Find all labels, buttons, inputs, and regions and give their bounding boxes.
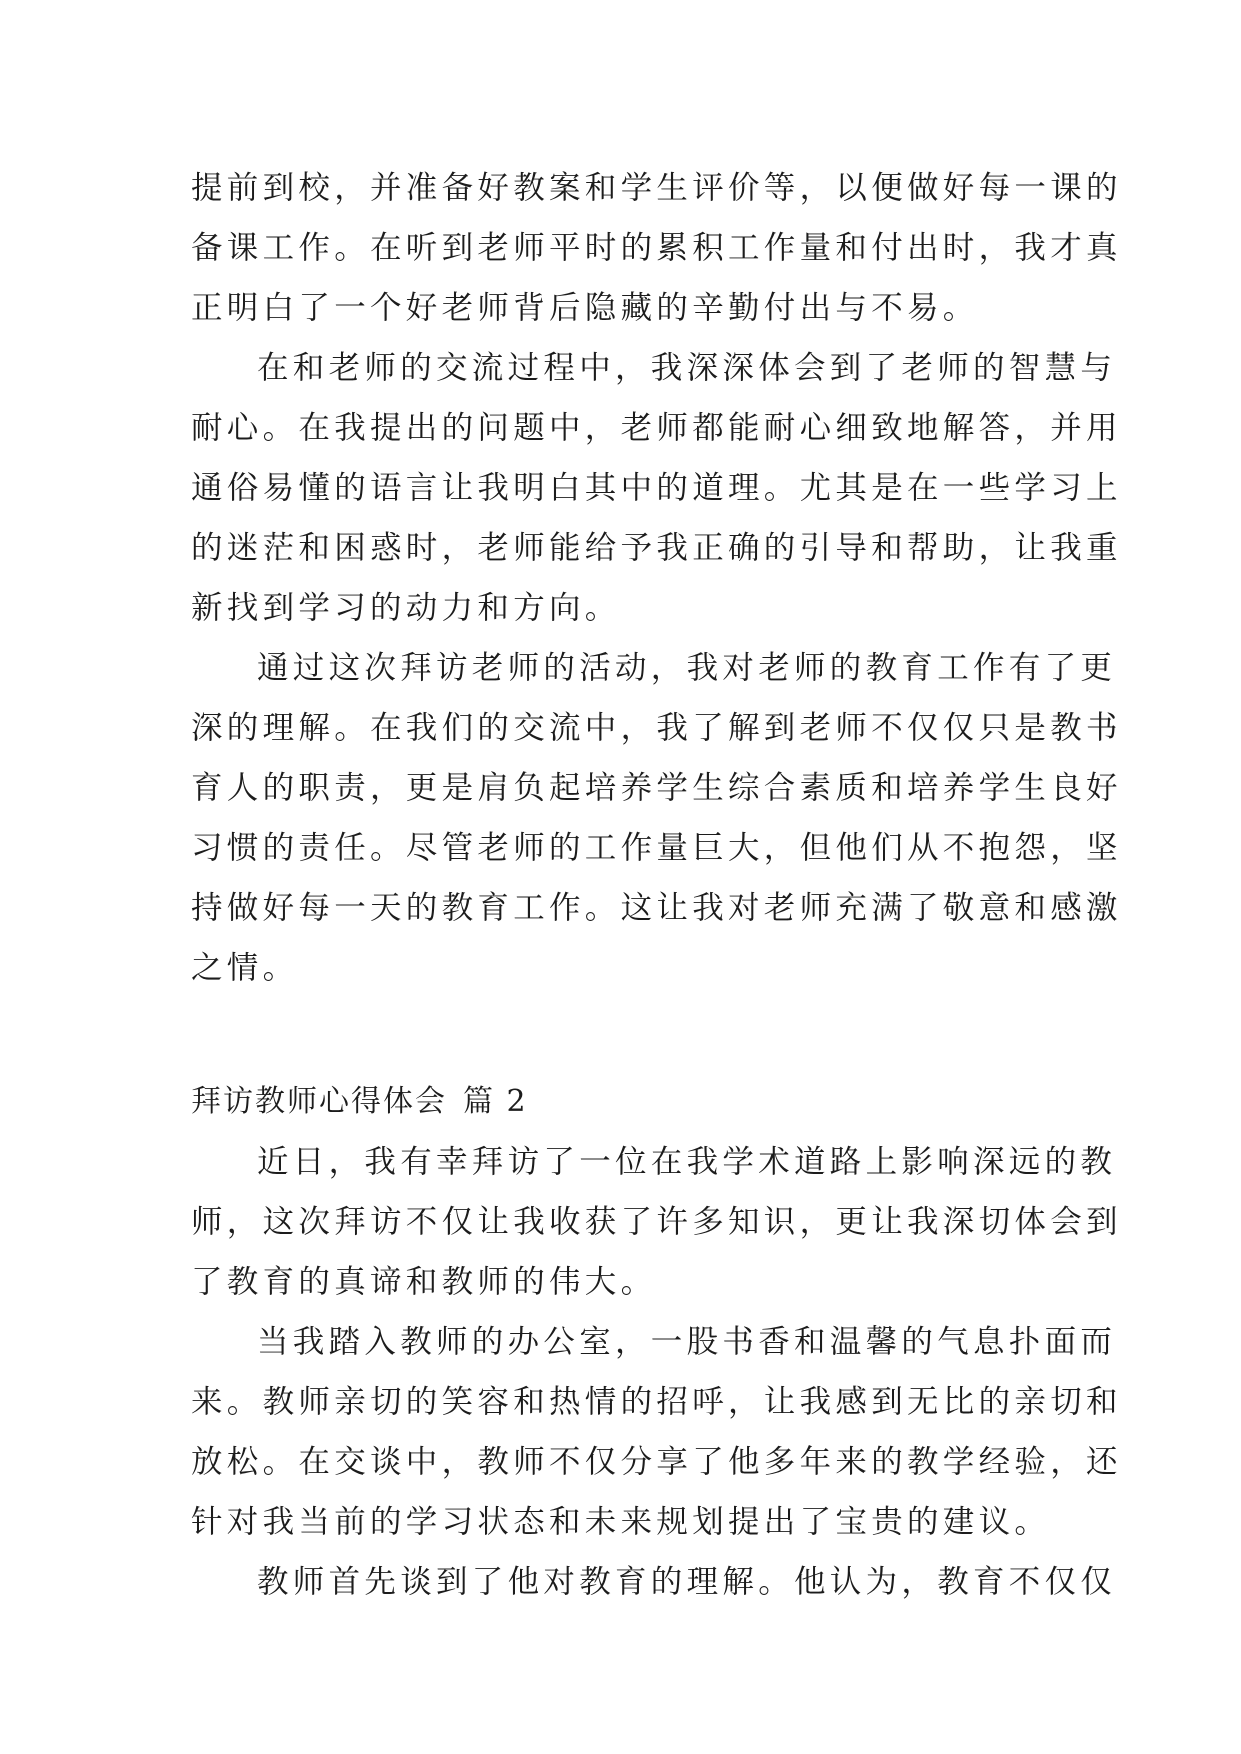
paragraph bbox=[191, 1312, 1122, 1552]
text-line: 放松。在交谈中，教师不仅分享了他多年来的教学经验，还 bbox=[191, 1444, 1122, 1480]
paragraph bbox=[191, 338, 1122, 638]
text-line: 之情。 bbox=[191, 950, 299, 986]
text-line: 育人的职责，更是肩负起培养学生综合素质和培养学生良好 bbox=[191, 770, 1122, 806]
text-line: 教师首先谈到了他对教育的理解。他认为，教育不仅仅 bbox=[257, 1564, 1117, 1600]
text-line: 通俗易懂的语言让我明白其中的道理。尤其是在一些学习上 bbox=[191, 470, 1122, 506]
text-line: 来。教师亲切的笑容和热情的招呼，让我感到无比的亲切和 bbox=[191, 1384, 1122, 1420]
paragraph bbox=[191, 158, 1122, 338]
paragraph bbox=[191, 1552, 1117, 1612]
text-line: 习惯的责任。尽管老师的工作量巨大，但他们从不抱怨，坚 bbox=[191, 830, 1122, 866]
text-line: 了教育的真谛和教师的伟大。 bbox=[191, 1264, 657, 1300]
text-line: 在和老师的交流过程中，我深深体会到了老师的智慧与 bbox=[257, 350, 1117, 386]
paragraph bbox=[191, 1132, 1122, 1312]
paragraph bbox=[191, 638, 1122, 998]
text-line: 当我踏入教师的办公室，一股书香和温馨的气息扑面而 bbox=[257, 1324, 1117, 1360]
text-line: 针对我当前的学习状态和未来规划提出了宝贵的建议。 bbox=[191, 1504, 1051, 1540]
text-line: 新找到学习的动力和方向。 bbox=[191, 590, 621, 626]
document-body bbox=[191, 158, 1122, 1612]
text-line: 近日，我有幸拜访了一位在我学术道路上影响深远的教 bbox=[257, 1144, 1117, 1180]
section-heading-number: 篇 2 bbox=[463, 1084, 528, 1119]
text-line: 师，这次拜访不仅让我收获了许多知识，更让我深切体会到 bbox=[191, 1204, 1122, 1240]
text-line: 提前到校，并准备好教案和学生评价等，以便做好每一课的 bbox=[191, 170, 1122, 206]
section-heading bbox=[191, 1072, 1049, 1132]
text-line: 深的理解。在我们的交流中，我了解到老师不仅仅只是教书 bbox=[191, 710, 1122, 746]
text-line: 持做好每一天的教育工作。这让我对老师充满了敬意和感激 bbox=[191, 890, 1122, 926]
text-line: 备课工作。在听到老师平时的累积工作量和付出时，我才真 bbox=[191, 230, 1122, 266]
text-line: 通过这次拜访老师的活动，我对老师的教育工作有了更 bbox=[257, 650, 1117, 686]
text-line: 耐心。在我提出的问题中，老师都能耐心细致地解答，并用 bbox=[191, 410, 1122, 446]
section-heading-title: 拜访教师心得体会 bbox=[191, 1084, 447, 1119]
text-line: 正明白了一个好老师背后隐藏的辛勤付出与不易。 bbox=[191, 290, 979, 326]
text-line: 的迷茫和困惑时，老师能给予我正确的引导和帮助，让我重 bbox=[191, 530, 1122, 566]
